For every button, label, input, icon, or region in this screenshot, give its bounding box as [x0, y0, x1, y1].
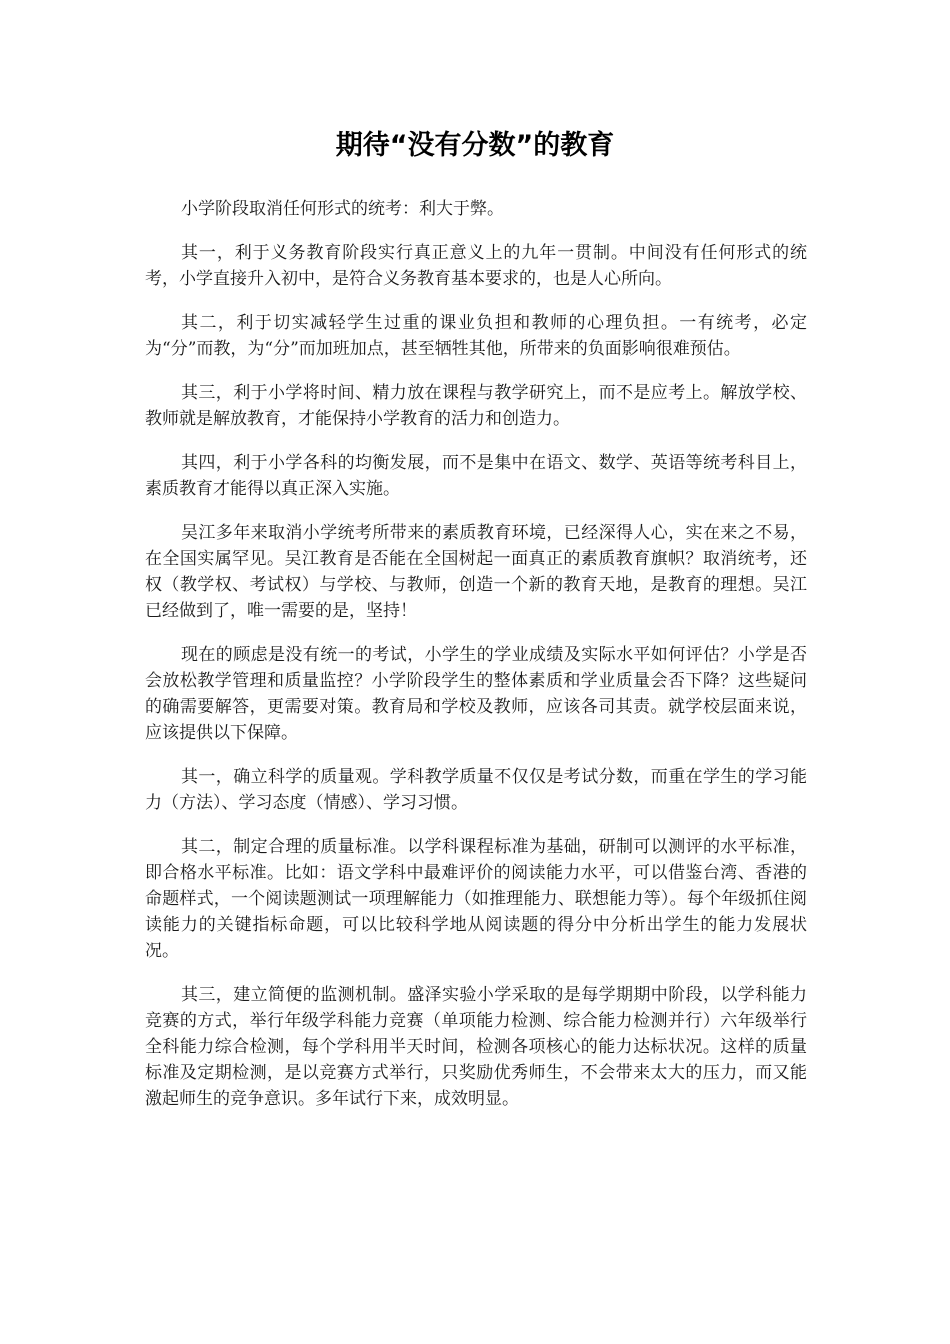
paragraph-point-4: 其四，利于小学各科的均衡发展，而不是集中在语文、数学、英语等统考科目上，素质教育才能得以真正深入实施。: [145, 453, 807, 499]
paragraph-measure-3: 其三，建立简便的监测机制。盛泽实验小学采取的是每学期期中阶段，以学科能力竞赛的方式，举行年级学科能力竞赛（单项能力检测、综合能力检测并行）六年级举行全科能力综合检测，每个学科用半天时间，检测各项核心的能力达标状况。这样的质量标准及定期检测，是以竞赛方式举行，只奖励优秀师生，不会带来太大的压力，而又能激起师生的竞争意识。多年试行下来，成效明显。: [145, 985, 807, 1109]
paragraph-concerns: 现在的顾虑是没有统一的考试，小学生的学业成绩及实际水平如何评估？小学是否会放松教学管理和质量监控？小学阶段学生的整体素质和学业质量会否下降？这些疑问的确需要解答，更需要对策。教育局和学校及教师，应该各司其责。就学校层面来说，应该提供以下保障。: [145, 645, 807, 743]
paragraph-point-2: 其二，利于切实减轻学生过重的课业负担和教师的心理负担。一有统考，必定为“分”而教，为“分”而加班加点，甚至牺牲其他，所带来的负面影响很难预估。: [145, 313, 807, 359]
document-title: 期待“没有分数”的教育: [335, 130, 615, 161]
paragraph-measure-2: 其二，制定合理的质量标准。以学科课程标准为基础，研制可以测评的水平标准，即合格水平标准。比如：语文学科中最难评价的阅读能力水平，可以借鉴台湾、香港的命题样式，一个阅读题测试一项理解能力（如推理能力、联想能力等）。每个年级抓住阅读能力的关键指标命题，可以比较科学地从阅读题的得分中分析出学生的能力发展状况。: [145, 837, 807, 961]
paragraph-point-1: 其一，利于义务教育阶段实行真正意义上的九年一贯制。中间没有任何形式的统考，小学直接升入初中，是符合义务教育基本要求的，也是人心所向。: [145, 243, 807, 289]
paragraph-point-3: 其三，利于小学将时间、精力放在课程与教学研究上，而不是应考上。解放学校、教师就是解放教育，才能保持小学教育的活力和创造力。: [145, 383, 807, 429]
paragraph-intro: 小学阶段取消任何形式的统考：利大于弊。: [181, 199, 504, 219]
document-body: [145, 196, 807, 1130]
paragraph-measure-1: 其一，确立科学的质量观。学科教学质量不仅仅是考试分数，而重在学生的学习能力（方法）、学习态度（情感）、学习习惯。: [145, 767, 807, 813]
paragraph-wujiang: 吴江多年来取消小学统考所带来的素质教育环境，已经深得人心，实在来之不易，在全国实属罕见。吴江教育是否能在全国树起一面真正的素质教育旗帜？取消统考，还权（教学权、考试权）与学校、与教师，创造一个新的教育天地，是教育的理想。吴江已经做到了，唯一需要的是，坚持！: [145, 523, 807, 621]
